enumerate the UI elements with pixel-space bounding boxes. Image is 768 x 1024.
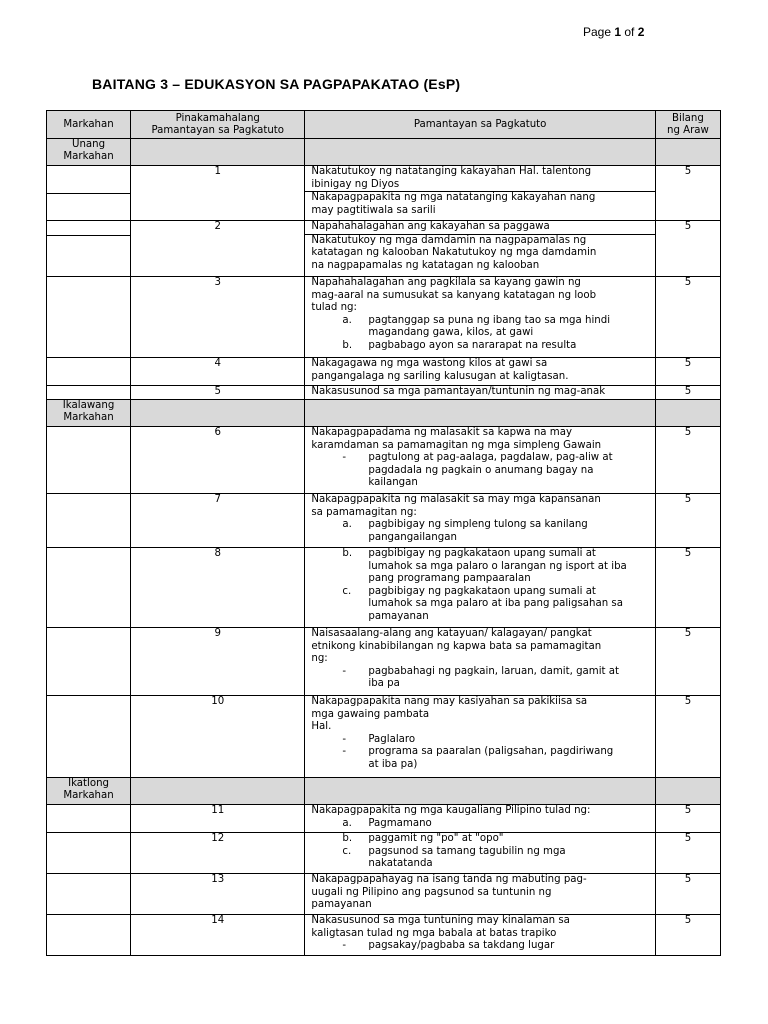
days-count: 5 xyxy=(655,427,720,494)
competency-number: 10 xyxy=(131,696,305,778)
competency-text: Nakagagawa ng mga wastong kilos at gawi sa pangangalaga ng sariling kalusugan at kaligtasan. xyxy=(305,358,656,386)
quarter-label: Unang Markahan xyxy=(47,139,131,166)
table-row xyxy=(47,805,721,833)
competency-text: Nakapagpapakita ng malasakit sa may mga kapansanan sa pamamagitan ng: a. pagbibigay ng simpleng tulong sa kanilang pangangailangan xyxy=(305,494,656,548)
competency-text: Napahahalagahan ang kakayahan sa paggawa Nakatutukoy ng mga damdamin na nagpapamalas ng katatagan ng kalooban Nakatutukoy ng mga damdamin na nagpapamalas ng katatagan ng kalooban xyxy=(305,221,656,277)
days-count: 5 xyxy=(655,874,720,915)
table-header-row xyxy=(47,111,721,139)
days-count: 5 xyxy=(655,386,720,400)
competency-number: 9 xyxy=(131,628,305,696)
days-count: 5 xyxy=(655,548,720,628)
competency-text: Naisasaalang-alang ang katayuan/ kalagayan/ pangkat etnikong kinabibilangan ng kapwa bata sa pamamagitan ng: - pagbabahagi ng pagkain, laruan, damit, gamit at iba pa xyxy=(305,628,656,696)
days-count: 5 xyxy=(655,915,720,956)
quarter-row-ikatlong xyxy=(47,778,721,805)
competency-text: b. paggamit ng "po" at "opo" c. pagsunod sa tamang tagubilin ng mga nakatatanda xyxy=(305,833,656,874)
table-row xyxy=(47,166,721,221)
competency-text: Nakasusunod sa mga tuntuning may kinalaman sa kaligtasan tulad ng mga babala at batas trapiko - pagsakay/pagbaba sa takdang lugar xyxy=(305,915,656,956)
competency-number: 14 xyxy=(131,915,305,956)
table-row xyxy=(47,628,721,696)
table-row xyxy=(47,833,721,874)
competency-text: Nakapagpapakita ng mga kaugaliang Pilipino tulad ng: a. Pagmamano xyxy=(305,805,656,833)
table-row xyxy=(47,386,721,400)
days-count: 5 xyxy=(655,166,720,221)
competency-number: 8 xyxy=(131,548,305,628)
table-row xyxy=(47,221,721,277)
days-count: 5 xyxy=(655,277,720,358)
competency-number: 12 xyxy=(131,833,305,874)
competency-text: Nakapagpapakita nang may kasiyahan sa pakikiisa sa mga gawaing pambata Hal. - Paglalaro - programa sa paaralan (paligsahan, pagdiriwang at iba pa) xyxy=(305,696,656,778)
competency-number: 13 xyxy=(131,874,305,915)
days-count: 5 xyxy=(655,221,720,277)
competency-number: 2 xyxy=(131,221,305,277)
competency-text: Napahahalagahan ang pagkilala sa kayang gawin ng mag-aaral na sumusukat sa kanyang katatagan ng loob tulad ng: a. pagtanggap sa puna ng ibang tao sa mga hindi magandang gawa, kilos, at gawi b. pagbabago ayon sa nararapat na resulta xyxy=(305,277,656,358)
days-count: 5 xyxy=(655,358,720,386)
table-row xyxy=(47,358,721,386)
table-row xyxy=(47,915,721,956)
table-row xyxy=(47,696,721,778)
header-bilang: Bilang ng Araw xyxy=(655,111,720,139)
header-markahan: Markahan xyxy=(47,111,131,139)
quarter-row-unang xyxy=(47,139,721,166)
competency-text: Nakapagpapahayag na isang tanda ng mabuting pag- uugali ng Pilipino ang pagsunod sa tuntunin ng pamayanan xyxy=(305,874,656,915)
competency-number: 5 xyxy=(131,386,305,400)
competency-number: 4 xyxy=(131,358,305,386)
quarter-label: Ikalawang Markahan xyxy=(47,400,131,427)
competency-text: Nakapagpapadama ng malasakit sa kapwa na may karamdaman sa pamamagitan ng mga simpleng Gawain - pagtulong at pag-aalaga, pagdalaw, pag-aliw at pagdadala ng pagkain o anumang bagay na kailangan xyxy=(305,427,656,494)
quarter-row-ikalawang xyxy=(47,400,721,427)
competency-number: 6 xyxy=(131,427,305,494)
table-row xyxy=(47,548,721,628)
competency-text: b. pagbibigay ng pagkakataon upang sumali at lumahok sa mga palaro o larangan ng isport at iba pang programang pampaaralan c. pagbibigay ng pagkakataon upang sumali at lumahok sa mga palaro at iba pang paligsahan sa pamayanan xyxy=(305,548,656,628)
table-row xyxy=(47,427,721,494)
days-count: 5 xyxy=(655,805,720,833)
page-number: Page 1 of 2 xyxy=(583,25,645,39)
competency-text: Nakasusunod sa mga pamantayan/tuntunin ng mag-anak xyxy=(305,386,656,400)
days-count: 5 xyxy=(655,833,720,874)
days-count: 5 xyxy=(655,494,720,548)
table-row xyxy=(47,277,721,358)
competency-number: 1 xyxy=(131,166,305,221)
quarter-label: Ikatlong Markahan xyxy=(47,778,131,805)
table-row xyxy=(47,494,721,548)
competency-text: Nakatutukoy ng natatanging kakayahan Hal. talentong ibinigay ng Diyos Nakapagpapakita ng mga natatanging kakayahan nang may pagtitiwala sa sarili xyxy=(305,166,656,221)
curriculum-table xyxy=(46,110,721,956)
competency-number: 7 xyxy=(131,494,305,548)
competency-number: 11 xyxy=(131,805,305,833)
days-count: 5 xyxy=(655,628,720,696)
document-title: BAITANG 3 – EDUKASYON SA PAGPAPAKATAO (EsP) xyxy=(92,76,461,92)
header-pinakamahalang: Pinakamahalang Pamantayan sa Pagkatuto xyxy=(131,111,305,139)
table-row xyxy=(47,874,721,915)
days-count: 5 xyxy=(655,696,720,778)
header-pamantayan: Pamantayan sa Pagkatuto xyxy=(305,111,656,139)
competency-number: 3 xyxy=(131,277,305,358)
